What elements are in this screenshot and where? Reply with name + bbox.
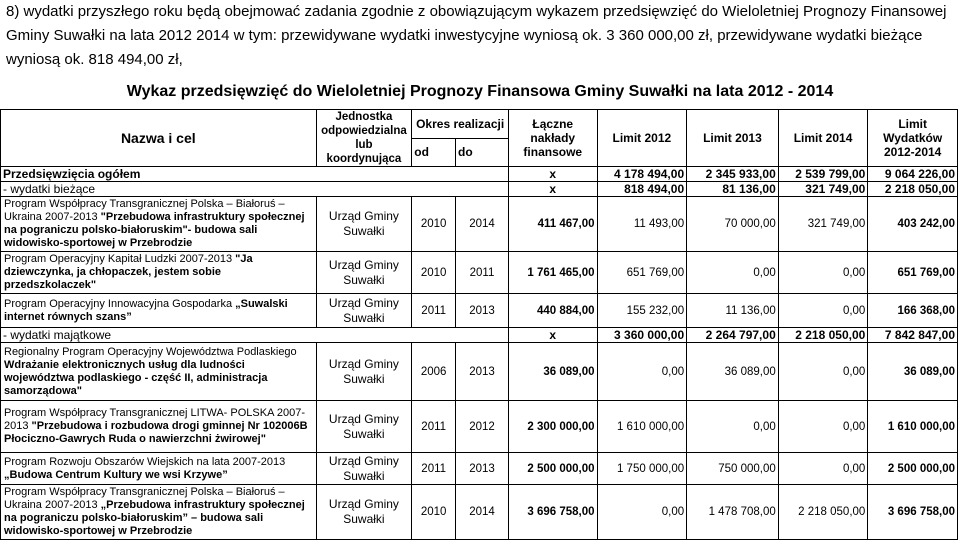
program-name: Program Operacyjny Innowacyjna Gospodarka: [4, 297, 233, 310]
limit-all: 3 696 758,00: [868, 485, 958, 540]
limit-2012: 11 493,00: [597, 197, 687, 252]
summary-current-2014: 321 749,00: [778, 182, 868, 197]
project-description: [1, 453, 317, 485]
capital-expenses-body: [1, 343, 958, 540]
table-row: [1, 401, 958, 453]
period-from: 2010: [412, 252, 456, 294]
period-from: 2011: [412, 453, 456, 485]
summary-capital-2013: 2 264 797,00: [687, 328, 779, 343]
intro-line-3: wyniosą ok. 818 494,00 zł,: [6, 51, 183, 68]
summary-current-row: [1, 182, 958, 197]
header-limit-2014: Limit 2014: [778, 110, 868, 167]
limit-2013: 750 000,00: [687, 453, 779, 485]
program-name: Program Rozwoju Obszarów Wiejskich na lata 2007-2013: [4, 455, 286, 468]
summary-capital-row: [1, 328, 958, 343]
current-expenses-body: [1, 197, 958, 328]
header-unit: Jednostka odpowiedzialna lub koordynująca: [316, 110, 412, 167]
summary-capital-2012: 3 360 000,00: [597, 328, 687, 343]
total-cost: 1 761 465,00: [508, 252, 597, 294]
program-name: Program Współpracy Transgranicznej LITWA- POLSKA 2007-2013: [4, 407, 305, 432]
summary-current-all: 2 218 050,00: [868, 182, 958, 197]
header-to: do: [456, 138, 509, 167]
limit-2013: 0,00: [687, 252, 779, 294]
total-cost: 411 467,00: [508, 197, 597, 252]
limit-all: 1 610 000,00: [868, 401, 958, 453]
project-description: [1, 197, 317, 252]
period-to: 2014: [456, 197, 509, 252]
period-from: 2010: [412, 197, 456, 252]
project-description: [1, 252, 317, 294]
limit-2013: 1 478 708,00: [687, 485, 779, 540]
limit-2013: 0,00: [687, 401, 779, 453]
intro-line-2: Gminy Suwałki na lata 2012 2014 w tym: przewidywane wydatki inwestycyjne wyniosą ok. 3 360 000,00 zł, przewidywane wydatki bieżące: [6, 27, 923, 44]
table-row: [1, 197, 958, 252]
limit-2012: 155 232,00: [597, 294, 687, 328]
limit-2012: 651 769,00: [597, 252, 687, 294]
program-name: Program Współpracy Transgranicznej Polska – Białoruś – Ukraina 2007-2013: [4, 486, 285, 511]
period-to: 2013: [456, 453, 509, 485]
period-to: 2012: [456, 401, 509, 453]
responsible-unit: Urząd Gminy Suwałki: [316, 343, 412, 401]
responsible-unit: Urząd Gminy Suwałki: [316, 252, 412, 294]
period-to: 2011: [456, 252, 509, 294]
limit-all: 403 242,00: [868, 197, 958, 252]
period-to: 2013: [456, 343, 509, 401]
project-title: "Przebudowa infrastruktury społecznej na pograniczu polsko-białoruskim"- budowa sali widowisko-sportowej w Przebrodzie: [4, 211, 305, 249]
summary-total-2013: 2 345 933,00: [687, 167, 779, 182]
project-title: Wdrażanie elektronicznych usług dla ludności województwa podlaskiego - część II, administracja samorządowa": [4, 358, 268, 397]
intro-paragraph: [6, 0, 956, 72]
header-period: Okres realizacji: [412, 110, 509, 139]
projects-table: [0, 109, 958, 540]
summary-capital-all: 7 842 847,00: [868, 328, 958, 343]
limit-all: 2 500 000,00: [868, 453, 958, 485]
responsible-unit: Urząd Gminy Suwałki: [316, 453, 412, 485]
header-name: Nazwa i cel: [1, 110, 317, 167]
project-title: „Suwalski internet równych szans”: [4, 297, 288, 323]
limit-2014: 0,00: [778, 294, 868, 328]
limit-2013: 70 000,00: [687, 197, 779, 252]
total-cost: 2 500 000,00: [508, 453, 597, 485]
limit-2014: 0,00: [778, 401, 868, 453]
summary-current-label: - wydatki bieżące: [1, 182, 509, 197]
limit-all: 36 089,00: [868, 343, 958, 401]
project-description: [1, 485, 317, 540]
header-limit-2012: Limit 2012: [597, 110, 687, 167]
table-row: [1, 485, 958, 540]
limit-2012: 1 750 000,00: [597, 453, 687, 485]
summary-total-row: [1, 167, 958, 182]
limit-2012: 0,00: [597, 343, 687, 401]
responsible-unit: Urząd Gminy Suwałki: [316, 401, 412, 453]
summary-current-x: x: [508, 182, 597, 197]
responsible-unit: Urząd Gminy Suwałki: [316, 485, 412, 540]
summary-total-x: x: [508, 167, 597, 182]
project-title: „Przebudowa infrastruktury społecznej na pograniczu polsko-białoruskim” – budowa sali widowisko-sportowej w Przebrodzie: [4, 499, 305, 537]
project-description: [1, 343, 317, 401]
period-from: 2011: [412, 294, 456, 328]
intro-line-1: 8) wydatki przyszłego roku będą obejmować zadania zgodnie z obowiązującym wykazem przedsięwzięć do Wieloletniej Prognozy Finansowej: [6, 3, 947, 20]
limit-all: 651 769,00: [868, 252, 958, 294]
header-from: od: [412, 138, 456, 167]
table-row: [1, 294, 958, 328]
period-from: 2011: [412, 401, 456, 453]
summary-capital-x: x: [508, 328, 597, 343]
total-cost: 440 884,00: [508, 294, 597, 328]
period-to: 2014: [456, 485, 509, 540]
total-cost: 36 089,00: [508, 343, 597, 401]
summary-total-label: Przedsięwzięcia ogółem: [1, 167, 509, 182]
limit-2013: 11 136,00: [687, 294, 779, 328]
total-cost: 2 300 000,00: [508, 401, 597, 453]
limit-2014: 0,00: [778, 252, 868, 294]
project-description: [1, 401, 317, 453]
summary-capital-label: - wydatki majątkowe: [1, 328, 509, 343]
project-title: "Przebudowa i rozbudowa drogi gminnej Nr 102006B Płociczno-Gawrych Ruda o nawierzchni żwirowej": [4, 420, 308, 445]
limit-2014: 321 749,00: [778, 197, 868, 252]
table-row: [1, 453, 958, 485]
header-limit-2013: Limit 2013: [687, 110, 779, 167]
program-name: Program Operacyjny Kapitał Ludzki 2007-2013: [4, 253, 233, 265]
summary-total-2014: 2 539 799,00: [778, 167, 868, 182]
period-from: 2006: [412, 343, 456, 401]
project-title: "Ja dziewczynka, ja chłopaczek, jestem sobie przedszkolaczek": [4, 253, 253, 291]
limit-2013: 36 089,00: [687, 343, 779, 401]
table-row: [1, 343, 958, 401]
project-title: „Budowa Centrum Kultury we wsi Krzywe”: [4, 468, 228, 481]
period-from: 2010: [412, 485, 456, 540]
period-to: 2013: [456, 294, 509, 328]
summary-capital-2014: 2 218 050,00: [778, 328, 868, 343]
header-total: Łączne nakłady finansowe: [508, 110, 597, 167]
responsible-unit: Urząd Gminy Suwałki: [316, 197, 412, 252]
responsible-unit: Urząd Gminy Suwałki: [316, 294, 412, 328]
limit-2012: 0,00: [597, 485, 687, 540]
limit-2014: 0,00: [778, 343, 868, 401]
summary-current-2013: 81 136,00: [687, 182, 779, 197]
limit-2014: 0,00: [778, 453, 868, 485]
limit-2012: 1 610 000,00: [597, 401, 687, 453]
summary-total-2012: 4 178 494,00: [597, 167, 687, 182]
summary-current-2012: 818 494,00: [597, 182, 687, 197]
project-description: [1, 294, 317, 328]
header-limit-all: Limit Wydatków 2012-2014: [868, 110, 958, 167]
limit-all: 166 368,00: [868, 294, 958, 328]
table-title: Wykaz przedsięwzięć do Wieloletniej Prognozy Finansowa Gminy Suwałki na lata 2012 - 2014: [126, 83, 834, 100]
limit-2014: 2 218 050,00: [778, 485, 868, 540]
summary-total-all: 9 064 226,00: [868, 167, 958, 182]
header-row-1: [1, 110, 958, 139]
program-name: Program Współpracy Transgranicznej Polska – Białoruś – Ukraina 2007-2013: [4, 198, 285, 223]
total-cost: 3 696 758,00: [508, 485, 597, 540]
table-row: [1, 252, 958, 294]
program-name: Regionalny Program Operacyjny Województwa Podlaskiego: [4, 345, 297, 358]
